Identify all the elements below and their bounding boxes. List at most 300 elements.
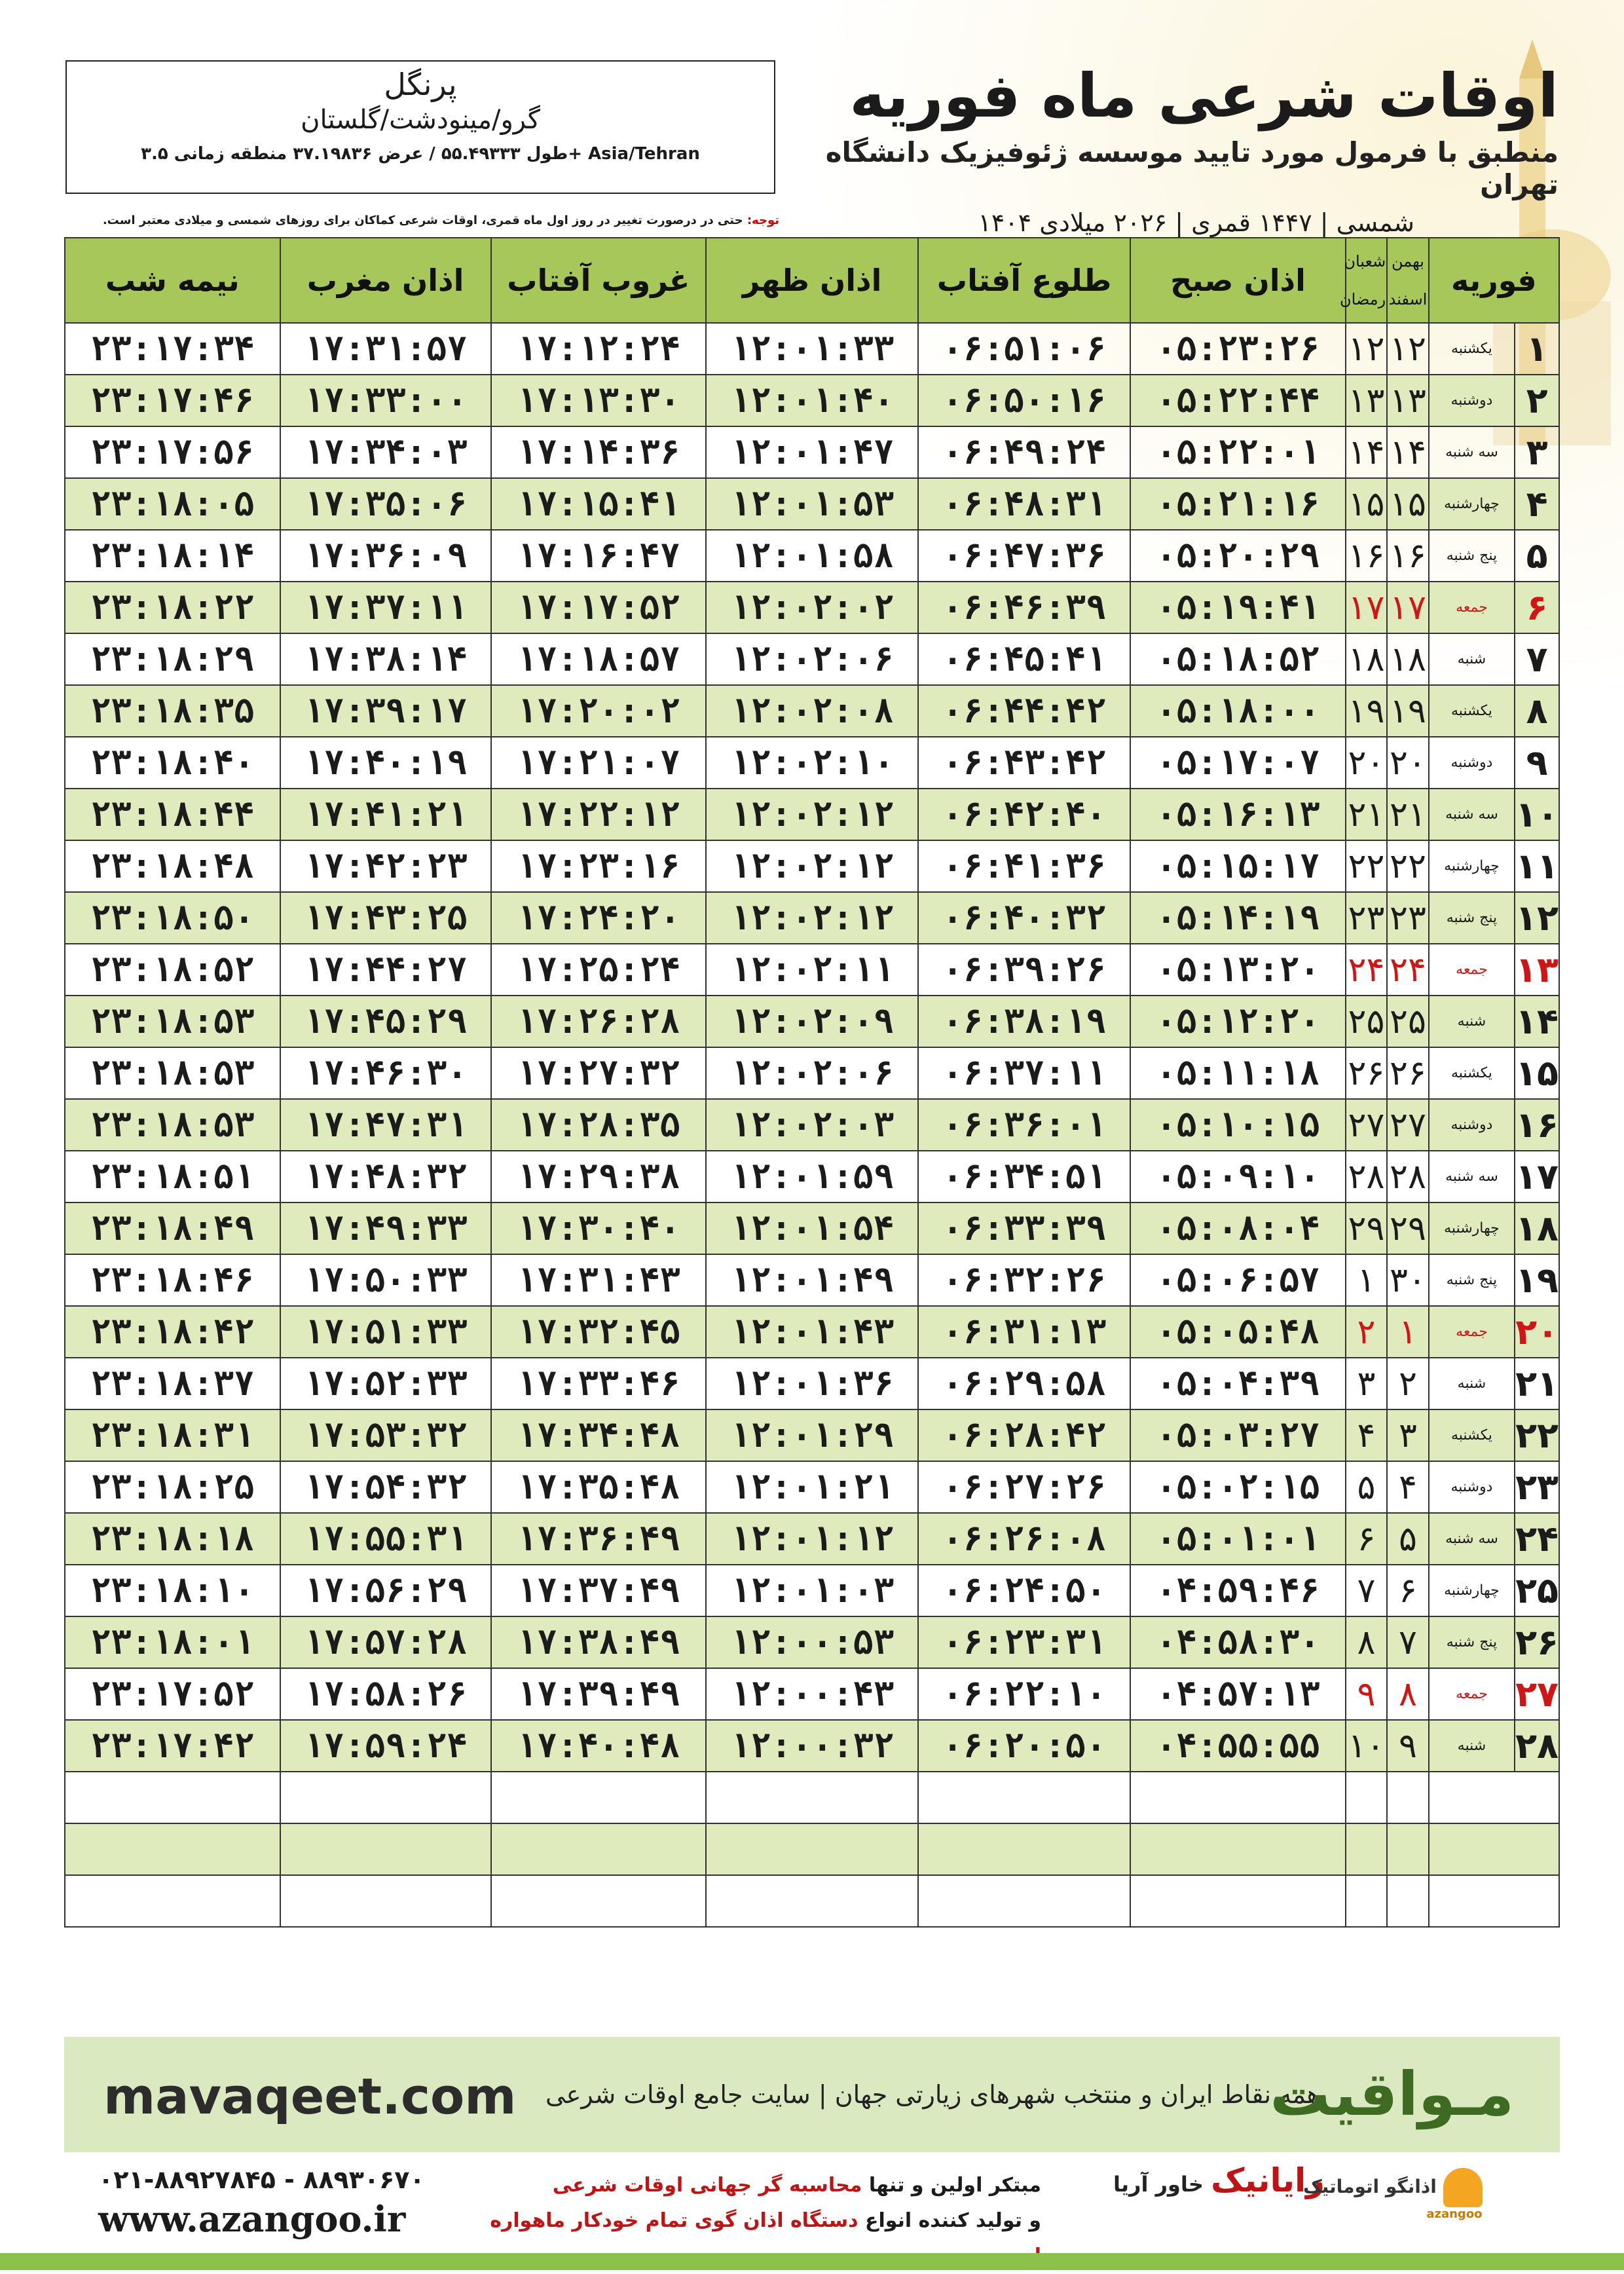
cell-day: ۴ xyxy=(1515,478,1559,530)
cell-fajr: ۰۴:۵۸:۳۰ xyxy=(1130,1616,1346,1668)
cell-lunar: ۲ xyxy=(1346,1306,1388,1358)
cell-weekday: چهارشنبه xyxy=(1429,1202,1515,1254)
cell-sunset: ۱۷:۳۲:۴۵ xyxy=(491,1306,707,1358)
cell-midnight: ۲۳:۱۸:۰۱ xyxy=(65,1616,280,1668)
table-row xyxy=(65,789,1559,840)
cell-fajr: ۰۴:۵۵:۵۵ xyxy=(1130,1720,1346,1772)
cell-sunset: ۱۷:۳۳:۴۶ xyxy=(491,1358,707,1409)
table-row xyxy=(65,1720,1559,1772)
cell-day: ۲۴ xyxy=(1515,1513,1559,1565)
cell-weekday: پنج شنبه xyxy=(1429,892,1515,944)
location-info-box xyxy=(65,60,775,194)
cell-sunrise: ۰۶:۴۴:۴۲ xyxy=(918,685,1130,737)
cell-dhuhr: ۱۲:۰۲:۱۰ xyxy=(706,737,918,789)
page-title: اوقات شرعی ماه فوریه xyxy=(849,61,1559,131)
empty-cell xyxy=(1429,1875,1559,1927)
cell-weekday: پنج شنبه xyxy=(1429,530,1515,582)
cell-weekday: سه شنبه xyxy=(1429,426,1515,478)
cell-maghrib: ۱۷:۴۳:۲۵ xyxy=(280,892,491,944)
empty-cell xyxy=(1130,1823,1346,1875)
cell-lunar: ۱۲ xyxy=(1346,323,1388,375)
cell-sunrise: ۰۶:۲۸:۴۲ xyxy=(918,1409,1130,1461)
table-row xyxy=(65,840,1559,892)
cell-shamsi: ۲۰ xyxy=(1387,737,1429,789)
empty-row xyxy=(65,1875,1559,1927)
cell-shamsi: ۱۳ xyxy=(1387,375,1429,426)
cell-dhuhr: ۱۲:۰۲:۰۹ xyxy=(706,996,918,1047)
header-lunar xyxy=(1340,238,1388,323)
cell-sunrise: ۰۶:۳۶:۰۱ xyxy=(918,1099,1130,1151)
cell-shamsi: ۲۸ xyxy=(1387,1151,1429,1202)
cell-day: ۱۲ xyxy=(1515,892,1559,944)
cell-sunset: ۱۷:۱۷:۵۲ xyxy=(491,582,707,633)
cell-maghrib: ۱۷:۴۹:۳۳ xyxy=(280,1202,491,1254)
cell-fajr: ۰۵:۱۹:۴۱ xyxy=(1130,582,1346,633)
cell-maghrib: ۱۷:۵۷:۲۸ xyxy=(280,1616,491,1668)
table-row xyxy=(65,892,1559,944)
cell-dhuhr: ۱۲:۰۱:۳۶ xyxy=(706,1358,918,1409)
cell-midnight: ۲۳:۱۸:۴۴ xyxy=(65,789,280,840)
cell-lunar: ۲۸ xyxy=(1346,1151,1388,1202)
cell-dhuhr: ۱۲:۰۱:۵۸ xyxy=(706,530,918,582)
cell-weekday: سه شنبه xyxy=(1429,1151,1515,1202)
cell-weekday: دوشنبه xyxy=(1429,1461,1515,1513)
table-body xyxy=(65,323,1559,1927)
cell-maghrib: ۱۷:۳۴:۰۳ xyxy=(280,426,491,478)
cell-day: ۲۳ xyxy=(1515,1461,1559,1513)
cell-day: ۱۷ xyxy=(1515,1151,1559,1202)
cell-sunset: ۱۷:۱۶:۴۷ xyxy=(491,530,707,582)
cell-lunar: ۷ xyxy=(1346,1565,1388,1616)
bottom-bar xyxy=(0,2253,1624,2270)
note-label: توجه: xyxy=(747,214,779,227)
banner-tagline: همه نقاط ایران و منتخب شهرهای زیارتی جهان | سایت جامع اوقات شرعی xyxy=(545,2080,1320,2109)
empty-cell xyxy=(65,1875,280,1927)
cell-shamsi: ۲۷ xyxy=(1387,1099,1429,1151)
page-subtitle: منطبق با فرمول مورد تایید موسسه ژئوفیزیک دانشگاه تهران xyxy=(825,136,1559,200)
cell-fajr: ۰۵:۰۲:۱۵ xyxy=(1130,1461,1346,1513)
cell-weekday: پنج شنبه xyxy=(1429,1254,1515,1306)
cell-sunrise: ۰۶:۳۲:۲۶ xyxy=(918,1254,1130,1306)
cell-sunrise: ۰۶:۲۹:۵۸ xyxy=(918,1358,1130,1409)
cell-maghrib: ۱۷:۳۶:۰۹ xyxy=(280,530,491,582)
cell-maghrib: ۱۷:۴۱:۲۱ xyxy=(280,789,491,840)
cell-day: ۲۷ xyxy=(1515,1668,1559,1720)
empty-cell xyxy=(918,1772,1130,1823)
cell-sunrise: ۰۶:۴۲:۴۰ xyxy=(918,789,1130,840)
cell-shamsi: ۱۵ xyxy=(1387,478,1429,530)
rayanik-logo xyxy=(1113,2161,1325,2199)
cell-lunar: ۲۱ xyxy=(1346,789,1388,840)
header-sunset: غروب آفتاب xyxy=(491,238,707,323)
cell-fajr: ۰۵:۱۳:۲۰ xyxy=(1130,944,1346,996)
cell-dhuhr: ۱۲:۰۲:۰۲ xyxy=(706,582,918,633)
cell-weekday: دوشنبه xyxy=(1429,1099,1515,1151)
cell-lunar: ۱۴ xyxy=(1346,426,1388,478)
cell-fajr: ۰۵:۰۱:۰۱ xyxy=(1130,1513,1346,1565)
header-maghrib: اذان مغرب xyxy=(280,238,491,323)
table-row xyxy=(65,426,1559,478)
cell-shamsi: ۸ xyxy=(1387,1668,1429,1720)
cell-weekday: شنبه xyxy=(1429,1358,1515,1409)
cell-fajr: ۰۵:۲۱:۱۶ xyxy=(1130,478,1346,530)
table-row xyxy=(65,1565,1559,1616)
cell-sunset: ۱۷:۳۵:۴۸ xyxy=(491,1461,707,1513)
table-row xyxy=(65,1668,1559,1720)
cell-sunset: ۱۷:۱۴:۳۶ xyxy=(491,426,707,478)
cell-sunrise: ۰۶:۴۱:۳۶ xyxy=(918,840,1130,892)
cell-fajr: ۰۵:۱۷:۰۷ xyxy=(1130,737,1346,789)
cell-maghrib: ۱۷:۳۹:۱۷ xyxy=(280,685,491,737)
table-row xyxy=(65,375,1559,426)
empty-cell xyxy=(1429,1823,1559,1875)
cell-shamsi: ۲۲ xyxy=(1387,840,1429,892)
cell-lunar: ۲۰ xyxy=(1346,737,1388,789)
cell-sunrise: ۰۶:۳۹:۲۶ xyxy=(918,944,1130,996)
cell-day: ۲۵ xyxy=(1515,1565,1559,1616)
cell-lunar: ۲۶ xyxy=(1346,1047,1388,1099)
cell-day: ۵ xyxy=(1515,530,1559,582)
cell-sunset: ۱۷:۲۶:۲۸ xyxy=(491,996,707,1047)
cell-sunset: ۱۷:۲۵:۲۴ xyxy=(491,944,707,996)
cell-day: ۸ xyxy=(1515,685,1559,737)
cell-midnight: ۲۳:۱۸:۴۰ xyxy=(65,737,280,789)
cell-weekday: چهارشنبه xyxy=(1429,478,1515,530)
empty-cell xyxy=(706,1875,918,1927)
cell-maghrib: ۱۷:۵۴:۳۲ xyxy=(280,1461,491,1513)
cell-midnight: ۲۳:۱۷:۵۶ xyxy=(65,426,280,478)
cell-dhuhr: ۱۲:۰۲:۰۸ xyxy=(706,685,918,737)
footer-line-1a: مبتکر اولین و تنها xyxy=(868,2174,1041,2197)
header-month: فوریه xyxy=(1429,238,1559,323)
cell-midnight: ۲۳:۱۷:۵۲ xyxy=(65,1668,280,1720)
cell-sunrise: ۰۶:۲۴:۵۰ xyxy=(918,1565,1130,1616)
cell-maghrib: ۱۷:۵۳:۳۲ xyxy=(280,1409,491,1461)
header-midnight: نیمه شب xyxy=(65,238,280,323)
cell-day: ۲۸ xyxy=(1515,1720,1559,1772)
cell-lunar: ۸ xyxy=(1346,1616,1388,1668)
cell-dhuhr: ۱۲:۰۱:۵۹ xyxy=(706,1151,918,1202)
table-row xyxy=(65,944,1559,996)
cell-weekday: یکشنبه xyxy=(1429,685,1515,737)
cell-weekday: سه شنبه xyxy=(1429,1513,1515,1565)
footer-line-2b: دستگاه اذان گوی تمام خودکار ماهواره xyxy=(490,2209,858,2232)
empty-row xyxy=(65,1772,1559,1823)
cell-fajr: ۰۵:۰۵:۴۸ xyxy=(1130,1306,1346,1358)
cell-lunar: ۲۹ xyxy=(1346,1202,1388,1254)
table-row xyxy=(65,323,1559,375)
cell-maghrib: ۱۷:۵۹:۲۴ xyxy=(280,1720,491,1772)
empty-cell xyxy=(491,1823,707,1875)
table-row xyxy=(65,478,1559,530)
cell-weekday: جمعه xyxy=(1429,582,1515,633)
table-row xyxy=(65,1254,1559,1306)
cell-dhuhr: ۱۲:۰۰:۳۲ xyxy=(706,1720,918,1772)
empty-cell xyxy=(280,1875,491,1927)
cell-midnight: ۲۳:۱۸:۰۵ xyxy=(65,478,280,530)
cell-maghrib: ۱۷:۴۰:۱۹ xyxy=(280,737,491,789)
cell-midnight: ۲۳:۱۸:۳۷ xyxy=(65,1358,280,1409)
cell-day: ۲۶ xyxy=(1515,1616,1559,1668)
cell-sunset: ۱۷:۲۴:۲۰ xyxy=(491,892,707,944)
cell-sunset: ۱۷:۳۸:۴۹ xyxy=(491,1616,707,1668)
cell-shamsi: ۶ xyxy=(1387,1565,1429,1616)
cell-sunrise: ۰۶:۴۶:۳۹ xyxy=(918,582,1130,633)
footer-line-1b: محاسبه گر جهانی اوقات شرعی xyxy=(552,2174,862,2197)
cell-midnight: ۲۳:۱۷:۴۲ xyxy=(65,1720,280,1772)
cell-sunrise: ۰۶:۵۱:۰۶ xyxy=(918,323,1130,375)
cell-dhuhr: ۱۲:۰۱:۳۳ xyxy=(706,323,918,375)
cell-dhuhr: ۱۲:۰۱:۴۹ xyxy=(706,1254,918,1306)
cell-sunset: ۱۷:۳۱:۴۳ xyxy=(491,1254,707,1306)
empty-cell xyxy=(1387,1823,1429,1875)
cell-midnight: ۲۳:۱۷:۴۶ xyxy=(65,375,280,426)
cell-sunset: ۱۷:۱۵:۴۱ xyxy=(491,478,707,530)
table-row xyxy=(65,1306,1559,1358)
cell-shamsi: ۲۳ xyxy=(1387,892,1429,944)
table-row xyxy=(65,633,1559,685)
cell-day: ۳ xyxy=(1515,426,1559,478)
azangoo-logo-icon xyxy=(1443,2168,1483,2207)
header-lunar-top: شعبان xyxy=(1344,252,1386,270)
cell-shamsi: ۱۹ xyxy=(1387,685,1429,737)
cell-sunrise: ۰۶:۲۰:۵۰ xyxy=(918,1720,1130,1772)
cell-sunrise: ۰۶:۲۳:۳۱ xyxy=(918,1616,1130,1668)
empty-cell xyxy=(1429,1772,1559,1823)
table-row xyxy=(65,1513,1559,1565)
cell-sunrise: ۰۶:۳۷:۱۱ xyxy=(918,1047,1130,1099)
cell-day: ۲۱ xyxy=(1515,1358,1559,1409)
cell-shamsi: ۲۱ xyxy=(1387,789,1429,840)
location-name: پرنگل xyxy=(384,67,457,102)
cell-weekday: دوشنبه xyxy=(1429,737,1515,789)
cell-fajr: ۰۴:۵۹:۴۶ xyxy=(1130,1565,1346,1616)
cell-shamsi: ۹ xyxy=(1387,1720,1429,1772)
cell-dhuhr: ۱۲:۰۱:۱۲ xyxy=(706,1513,918,1565)
cell-midnight: ۲۳:۱۸:۳۵ xyxy=(65,685,280,737)
table-row xyxy=(65,996,1559,1047)
empty-cell xyxy=(1387,1875,1429,1927)
cell-sunset: ۱۷:۳۶:۴۹ xyxy=(491,1513,707,1565)
cell-dhuhr: ۱۲:۰۱:۵۳ xyxy=(706,478,918,530)
cell-midnight: ۲۳:۱۸:۵۳ xyxy=(65,996,280,1047)
cell-shamsi: ۴ xyxy=(1387,1461,1429,1513)
empty-cell xyxy=(1346,1875,1388,1927)
cell-day: ۱۱ xyxy=(1515,840,1559,892)
cell-sunset: ۱۷:۲۱:۰۷ xyxy=(491,737,707,789)
cell-midnight: ۲۳:۱۸:۳۱ xyxy=(65,1409,280,1461)
cell-fajr: ۰۵:۱۴:۱۹ xyxy=(1130,892,1346,944)
cell-day: ۱۴ xyxy=(1515,996,1559,1047)
cell-day: ۱۹ xyxy=(1515,1254,1559,1306)
cell-maghrib: ۱۷:۵۲:۳۳ xyxy=(280,1358,491,1409)
empty-cell xyxy=(918,1823,1130,1875)
cell-midnight: ۲۳:۱۸:۵۳ xyxy=(65,1099,280,1151)
cell-shamsi: ۳ xyxy=(1387,1409,1429,1461)
cell-fajr: ۰۵:۲۲:۴۴ xyxy=(1130,375,1346,426)
cell-sunset: ۱۷:۳۰:۴۰ xyxy=(491,1202,707,1254)
cell-weekday: جمعه xyxy=(1429,1668,1515,1720)
empty-cell xyxy=(706,1823,918,1875)
cell-lunar: ۱۹ xyxy=(1346,685,1388,737)
footer-website[interactable]: www.azangoo.ir xyxy=(98,2198,406,2240)
cell-sunset: ۱۷:۲۷:۳۲ xyxy=(491,1047,707,1099)
cell-midnight: ۲۳:۱۸:۵۳ xyxy=(65,1047,280,1099)
cell-sunrise: ۰۶:۲۲:۱۰ xyxy=(918,1668,1130,1720)
cell-shamsi: ۷ xyxy=(1387,1616,1429,1668)
cell-maghrib: ۱۷:۴۵:۲۹ xyxy=(280,996,491,1047)
cell-shamsi: ۲۴ xyxy=(1387,944,1429,996)
cell-midnight: ۲۳:۱۸:۲۵ xyxy=(65,1461,280,1513)
cell-fajr: ۰۵:۱۸:۰۰ xyxy=(1130,685,1346,737)
cell-sunset: ۱۷:۳۷:۴۹ xyxy=(491,1565,707,1616)
cell-lunar: ۹ xyxy=(1346,1668,1388,1720)
cell-shamsi: ۱۲ xyxy=(1387,323,1429,375)
table-row xyxy=(65,1616,1559,1668)
cell-fajr: ۰۵:۲۲:۰۱ xyxy=(1130,426,1346,478)
cell-dhuhr: ۱۲:۰۲:۰۶ xyxy=(706,1047,918,1099)
empty-cell xyxy=(1130,1875,1346,1927)
cell-lunar: ۵ xyxy=(1346,1461,1388,1513)
cell-fajr: ۰۵:۲۰:۲۹ xyxy=(1130,530,1346,582)
rayanik-logo-text: رایانیک xyxy=(1211,2161,1325,2199)
cell-dhuhr: ۱۲:۰۲:۰۳ xyxy=(706,1099,918,1151)
cell-shamsi: ۵ xyxy=(1387,1513,1429,1565)
cell-maghrib: ۱۷:۵۶:۲۹ xyxy=(280,1565,491,1616)
cell-shamsi: ۲۵ xyxy=(1387,996,1429,1047)
cell-midnight: ۲۳:۱۸:۵۱ xyxy=(65,1151,280,1202)
cell-lunar: ۲۵ xyxy=(1346,996,1388,1047)
table-row xyxy=(65,1151,1559,1202)
cell-maghrib: ۱۷:۵۱:۳۳ xyxy=(280,1306,491,1358)
cell-lunar: ۲۲ xyxy=(1346,840,1388,892)
cell-day: ۲۲ xyxy=(1515,1409,1559,1461)
cell-maghrib: ۱۷:۴۶:۳۰ xyxy=(280,1047,491,1099)
cell-fajr: ۰۵:۱۵:۱۷ xyxy=(1130,840,1346,892)
cell-day: ۶ xyxy=(1515,582,1559,633)
footer-phone: ۰۲۱-۸۸۹۲۷۸۴۵ - ۸۸۹۳۰۶۷۰ xyxy=(98,2165,425,2194)
cell-dhuhr: ۱۲:۰۲:۰۶ xyxy=(706,633,918,685)
header-shamsi xyxy=(1387,238,1429,323)
cell-weekday: پنج شنبه xyxy=(1429,1616,1515,1668)
cell-sunset: ۱۷:۲۳:۱۶ xyxy=(491,840,707,892)
cell-maghrib: ۱۷:۳۵:۰۶ xyxy=(280,478,491,530)
table-row xyxy=(65,1409,1559,1461)
cell-shamsi: ۲ xyxy=(1387,1358,1429,1409)
cell-dhuhr: ۱۲:۰۲:۱۲ xyxy=(706,840,918,892)
cell-midnight: ۲۳:۱۸:۴۸ xyxy=(65,840,280,892)
footer-contact xyxy=(98,2165,425,2240)
cell-dhuhr: ۱۲:۰۱:۴۰ xyxy=(706,375,918,426)
cell-maghrib: ۱۷:۴۸:۳۲ xyxy=(280,1151,491,1202)
cell-maghrib: ۱۷:۳۱:۵۷ xyxy=(280,323,491,375)
cell-day: ۱۰ xyxy=(1515,789,1559,840)
cell-sunset: ۱۷:۴۰:۴۸ xyxy=(491,1720,707,1772)
cell-fajr: ۰۵:۱۰:۱۵ xyxy=(1130,1099,1346,1151)
cell-weekday: چهارشنبه xyxy=(1429,1565,1515,1616)
cell-dhuhr: ۱۲:۰۲:۱۲ xyxy=(706,789,918,840)
note-text: حتی در درصورت تغییر در روز اول ماه قمری، اوقات شرعی کماکان برای روزهای شمسی و میلادی معتبر است. xyxy=(102,214,743,227)
empty-cell xyxy=(1387,1772,1429,1823)
header-dhuhr: اذان ظهر xyxy=(706,238,918,323)
cell-fajr: ۰۵:۱۱:۱۸ xyxy=(1130,1047,1346,1099)
cell-day: ۲ xyxy=(1515,375,1559,426)
cell-weekday: یکشنبه xyxy=(1429,323,1515,375)
cell-maghrib: ۱۷:۵۵:۳۱ xyxy=(280,1513,491,1565)
cell-dhuhr: ۱۲:۰۱:۲۱ xyxy=(706,1461,918,1513)
cell-midnight: ۲۳:۱۸:۱۴ xyxy=(65,530,280,582)
empty-cell xyxy=(491,1772,707,1823)
cell-fajr: ۰۵:۰۹:۱۰ xyxy=(1130,1151,1346,1202)
title-block xyxy=(773,60,1559,237)
cell-dhuhr: ۱۲:۰۲:۱۲ xyxy=(706,892,918,944)
table-row xyxy=(65,1047,1559,1099)
cell-day: ۱ xyxy=(1515,323,1559,375)
cell-sunset: ۱۷:۳۴:۴۸ xyxy=(491,1409,707,1461)
cell-day: ۱۸ xyxy=(1515,1202,1559,1254)
banner-brand-logo: مـواقیت xyxy=(1270,2059,1514,2129)
azangoo-logo xyxy=(1303,2168,1483,2221)
cell-weekday: یکشنبه xyxy=(1429,1047,1515,1099)
cell-weekday: شنبه xyxy=(1429,1720,1515,1772)
cell-weekday: جمعه xyxy=(1429,1306,1515,1358)
cell-shamsi: ۱۶ xyxy=(1387,530,1429,582)
cell-maghrib: ۱۷:۳۷:۱۱ xyxy=(280,582,491,633)
empty-cell xyxy=(1130,1772,1346,1823)
cell-shamsi: ۱۴ xyxy=(1387,426,1429,478)
cell-sunrise: ۰۶:۴۳:۴۲ xyxy=(918,737,1130,789)
cell-lunar: ۱۵ xyxy=(1346,478,1388,530)
cell-fajr: ۰۵:۰۸:۰۴ xyxy=(1130,1202,1346,1254)
cell-sunset: ۱۷:۲۰:۰۲ xyxy=(491,685,707,737)
empty-cell xyxy=(280,1823,491,1875)
cell-midnight: ۲۳:۱۸:۵۲ xyxy=(65,944,280,996)
table-row xyxy=(65,582,1559,633)
cell-day: ۷ xyxy=(1515,633,1559,685)
cell-day: ۱۶ xyxy=(1515,1099,1559,1151)
cell-shamsi: ۲۶ xyxy=(1387,1047,1429,1099)
cell-sunrise: ۰۶:۴۹:۲۴ xyxy=(918,426,1130,478)
cell-fajr: ۰۵:۱۸:۵۲ xyxy=(1130,633,1346,685)
site-banner xyxy=(64,2037,1560,2152)
empty-cell xyxy=(65,1772,280,1823)
cell-maghrib: ۱۷:۴۲:۲۳ xyxy=(280,840,491,892)
cell-lunar: ۲۳ xyxy=(1346,892,1388,944)
prayer-times-table xyxy=(64,237,1560,1928)
banner-url[interactable]: mavaqeet.com xyxy=(103,2067,517,2125)
cell-sunrise: ۰۶:۲۶:۰۸ xyxy=(918,1513,1130,1565)
cell-dhuhr: ۱۲:۰۲:۱۱ xyxy=(706,944,918,996)
empty-cell xyxy=(491,1875,707,1927)
empty-cell xyxy=(706,1772,918,1823)
empty-cell xyxy=(1346,1823,1388,1875)
cell-shamsi: ۱۸ xyxy=(1387,633,1429,685)
cell-maghrib: ۱۷:۴۴:۲۷ xyxy=(280,944,491,996)
cell-midnight: ۲۳:۱۸:۲۹ xyxy=(65,633,280,685)
cell-sunrise: ۰۶:۳۱:۱۳ xyxy=(918,1306,1130,1358)
cell-lunar: ۴ xyxy=(1346,1409,1388,1461)
azangoo-logo-sub: azangoo xyxy=(1426,2207,1483,2221)
cell-sunrise: ۰۶:۴۵:۴۱ xyxy=(918,633,1130,685)
cell-sunset: ۱۷:۱۸:۵۷ xyxy=(491,633,707,685)
cell-dhuhr: ۱۲:۰۰:۵۳ xyxy=(706,1616,918,1668)
location-region: گرو/مینودشت/گلستان xyxy=(301,105,540,135)
cell-weekday: جمعه xyxy=(1429,944,1515,996)
cell-maghrib: ۱۷:۳۳:۰۰ xyxy=(280,375,491,426)
header-fajr: اذان صبح xyxy=(1130,238,1346,323)
cell-dhuhr: ۱۲:۰۱:۰۳ xyxy=(706,1565,918,1616)
cell-midnight: ۲۳:۱۸:۴۶ xyxy=(65,1254,280,1306)
